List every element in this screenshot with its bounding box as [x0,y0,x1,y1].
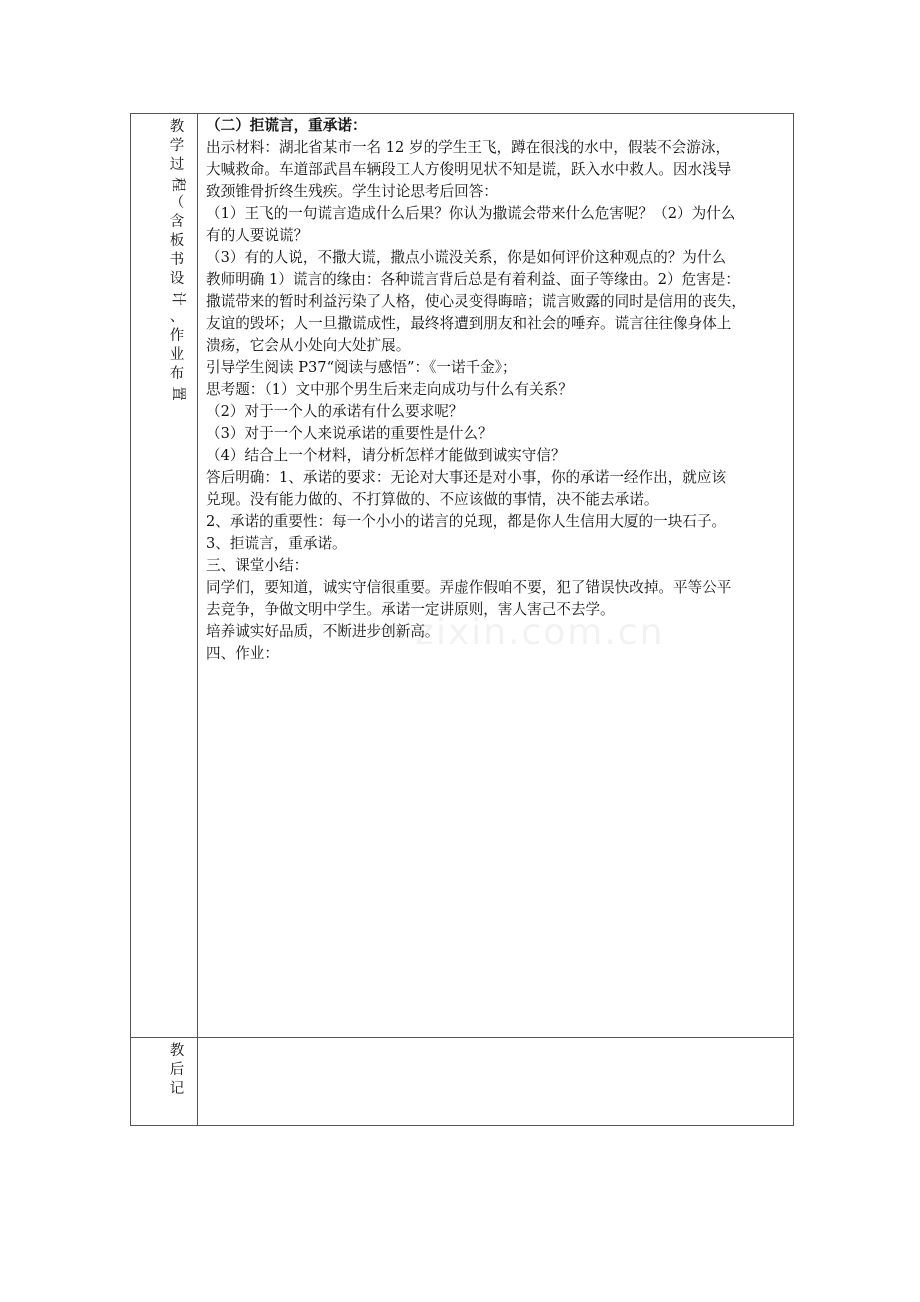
content-line: 友谊的毁坏；人一旦撒谎成性，最终将遭到朋友和社会的唾弃。谎言往往像身体上 [206,315,732,332]
reflection-content-cell [198,1038,793,1125]
content-line: （2）对于一个人的承诺有什么要求呢？ [206,403,464,420]
watermark: zixin.com.cn [415,612,665,653]
content-line: 大喊救命。车道部武昌车辆段工人方俊明见状不知是谎，跃入水中救人。因水浅导 [206,161,732,178]
content-line: 去竞争，争做文明中学生。承诺一定讲原则，害人害己不去学。 [206,601,615,618]
content-line: （二）拒谎言，重承诺： [206,117,367,134]
content-line: （3）对于一个人来说承诺的重要性是什么？ [206,425,493,442]
reflection-row [131,1038,793,1125]
teaching-process-text [206,115,794,665]
content-line: （3）有的人说，不撒大谎，撒点小谎没关系，你是如何评价这种观点的？为什么 [206,249,727,266]
content-line: 引导学生阅读 P37“阅读与感悟”：《一诺千金》； [206,359,517,376]
content-line: 2、承诺的重要性：每一个小小的诺言的兑现，都是你人生信用大厦的一块石子。 [206,513,727,530]
content-line: 同学们，要知道，诚实守信很重要。弄虚作假咱不要，犯了错误快改掉。平等公平 [206,579,732,596]
reflection-label-cell [131,1038,198,1125]
content-line: （4）结合上一个材料，请分析怎样才能做到诚实守信？ [206,447,566,464]
content-line: 三、课堂小结： [206,557,309,574]
content-line: 教师明确 1）谎言的缘由：各种谎言背后总是有着利益、面子等缘由。2）危害是： [206,271,740,288]
content-line: 出示材料：湖北省某市一名 12 岁的学生王飞，蹲在很浅的水中，假装不会游泳， [206,139,731,156]
teaching-process-content-cell [198,114,793,1037]
content-line: 3、拒谎言，重承诺。 [206,535,347,552]
content-line: 培养诚实好品质，不断进步创新高。 [206,623,440,640]
content-line: 有的人要说谎？ [206,227,309,244]
content-line: 四、作业： [206,645,279,662]
content-line: 撒谎带来的暂时利益污染了人格，使心灵变得晦暗；谎言败露的同时是信用的丧失， [206,293,746,310]
content-line: 思考题：（1）文中那个男生后来走向成功与什么有关系？ [206,381,573,398]
teaching-process-label-cell [131,114,198,1037]
teaching-process-label: 教 学 过 程 （ 含 板 书 设 计 、 作 业 布 置 [169,119,186,401]
teaching-process-row [131,114,793,1038]
content-line: （1）王飞的一句谎言造成什么后果？你认为撒谎会带来什么危害呢？（2）为什么 [206,205,736,222]
content-line: 致颈锥骨折终生残疾。学生讨论思考后回答： [206,183,498,200]
content-line: 兑现。没有能力做的、不打算做的、不应该做的事情，决不能去承诺。 [206,491,659,508]
content-line: 溃疡，它会从小处向大处扩展。 [206,337,411,354]
content-line: 答后明确：1、承诺的要求：无论对大事还是对小事，你的承诺一经作出，就应该 [206,469,727,486]
reflection-label: 教 后 记 [169,1043,185,1097]
